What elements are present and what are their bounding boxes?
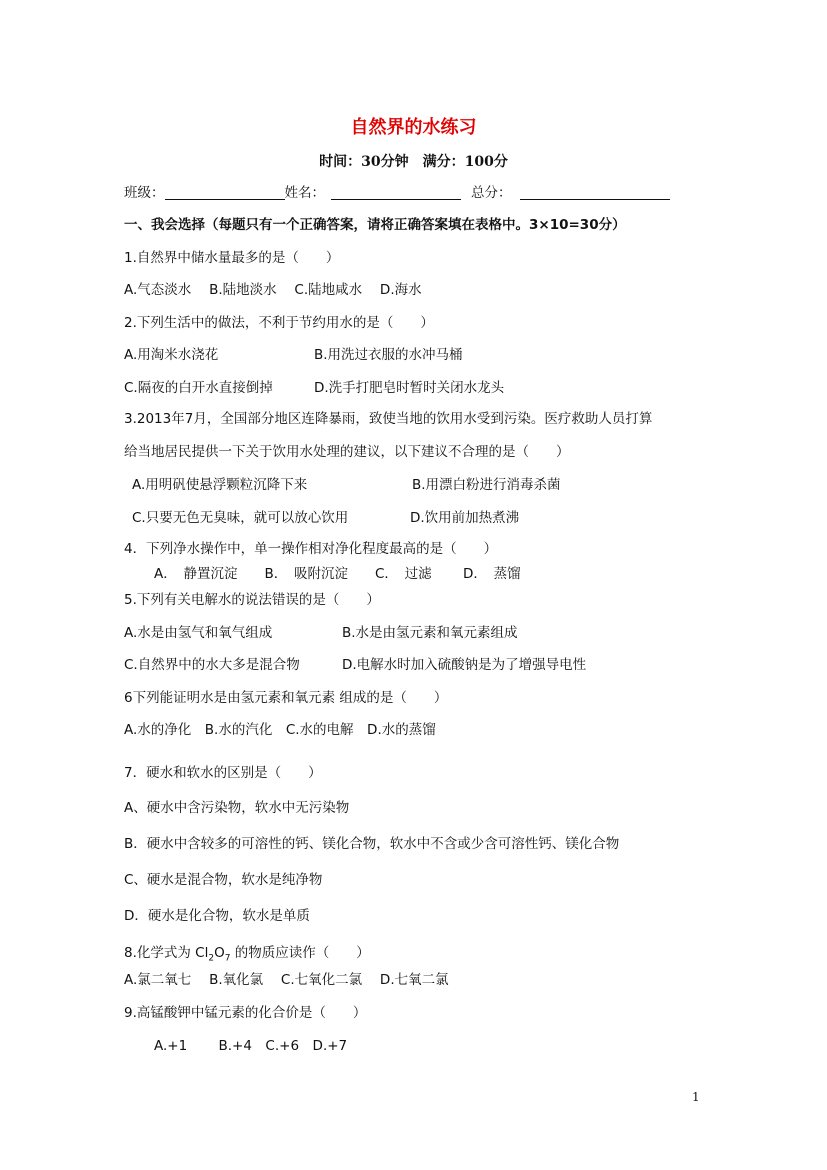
page-number: 1 bbox=[692, 1090, 700, 1104]
q7-option-b: B．硬水中含较多的可溶性的钙、镁化合物，软水中不含或少含可溶性钙、镁化合物 bbox=[124, 836, 620, 852]
q3-option-d: D.饮用前加热煮沸 bbox=[410, 510, 520, 526]
q8-subscript-2: 7 bbox=[224, 953, 231, 964]
q8-stem bbox=[124, 944, 370, 968]
time-score-line: 时间：30分钟 满分：100分 bbox=[319, 154, 508, 170]
class-blank[interactable] bbox=[165, 185, 285, 200]
q5-stem: 5.下列有关电解水的说法错误的是（ ） bbox=[124, 592, 380, 608]
name-blank[interactable] bbox=[331, 185, 461, 200]
q6-options: A.水的净化 B.水的汽化 C.水的电解 D.水的蒸馏 bbox=[124, 722, 436, 738]
q2-option-b: B.用洗过衣服的水冲马桶 bbox=[314, 347, 463, 363]
name-label: 姓名： bbox=[284, 185, 325, 201]
q8-stem-suffix: 的物质应读作（ ） bbox=[230, 945, 370, 961]
q9-stem: 9.高锰酸钾中锰元素的化合价是（ ） bbox=[124, 1005, 367, 1021]
q5-option-b: B.水是由氢元素和氧元素组成 bbox=[342, 625, 518, 641]
q9-options: A.+1 B.+4 C.+6 D.+7 bbox=[154, 1038, 348, 1054]
q2-option-a: A.用淘米水浇花 bbox=[124, 347, 219, 363]
page-title: 自然界的水练习 bbox=[350, 117, 477, 138]
q8-options: A.氯二氧七 B.氧化氯 C.七氧化二氯 D.七氧二氯 bbox=[124, 972, 449, 988]
q3-option-c: C.只要无色无臭味，就可以放心饮用 bbox=[132, 510, 349, 526]
info-line bbox=[124, 184, 670, 202]
q2-stem: 2.下列生活中的做法，不利于节约用水的是（ ） bbox=[124, 315, 434, 331]
q8-subscript-1: 2 bbox=[208, 953, 215, 964]
q4-stem: 4．下列净水操作中，单一操作相对净化程度最高的是（ ） bbox=[124, 541, 498, 557]
q4-options: A． 静置沉淀 B． 吸附沉淀 C． 过滤 D． 蒸馏 bbox=[154, 566, 521, 582]
q3-stem-line2: 给当地居民提供一下关于饮用水处理的建议，以下建议不合理的是（ ） bbox=[124, 444, 570, 460]
q3-option-b: B.用漂白粉进行消毒杀菌 bbox=[412, 477, 561, 493]
q5-option-a: A.水是由氢气和氧气组成 bbox=[124, 625, 273, 641]
q2-option-d: D.洗手打肥皂时暂时关闭水龙头 bbox=[314, 380, 505, 396]
q3-option-a: A.用明矾使悬浮颗粒沉降下来 bbox=[132, 477, 308, 493]
q7-option-a: A、硬水中含污染物，软水中无污染物 bbox=[124, 800, 350, 816]
q5-option-c: C.自然界中的水大多是混合物 bbox=[124, 657, 300, 673]
q8-stem-prefix: 8.化学式为 Cl bbox=[124, 945, 209, 961]
q1-stem: 1.自然界中储水量最多的是（ ） bbox=[124, 250, 340, 266]
q2-option-c: C.隔夜的白开水直接倒掉 bbox=[124, 380, 273, 396]
q6-stem: 6下列能证明水是由氢元素和氧元素 组成的是（ ） bbox=[124, 690, 448, 706]
score-blank[interactable] bbox=[520, 185, 670, 200]
q7-stem: 7．硬水和软水的区别是（ ） bbox=[124, 765, 322, 781]
q7-option-d: D．硬水是化合物，软水是单质 bbox=[124, 908, 310, 924]
q5-option-d: D.电解水时加入硫酸钠是为了增强导电性 bbox=[342, 657, 587, 673]
q8-stem-oxygen: O bbox=[214, 945, 225, 961]
section-heading: 一、我会选择（每题只有一个正确答案，请将正确答案填在表格中。3×10=30分） bbox=[124, 217, 626, 233]
q7-option-c: C、硬水是混合物，软水是纯净物 bbox=[124, 872, 323, 888]
score-label: 总分： bbox=[471, 185, 512, 201]
class-label: 班级： bbox=[124, 185, 165, 201]
q3-stem-line1: 3.2013年7月，全国部分地区连降暴雨，致使当地的饮用水受到污染。医疗救助人员打算 bbox=[124, 411, 653, 427]
q1-options: A.气态淡水 B.陆地淡水 C.陆地咸水 D.海水 bbox=[124, 282, 422, 298]
